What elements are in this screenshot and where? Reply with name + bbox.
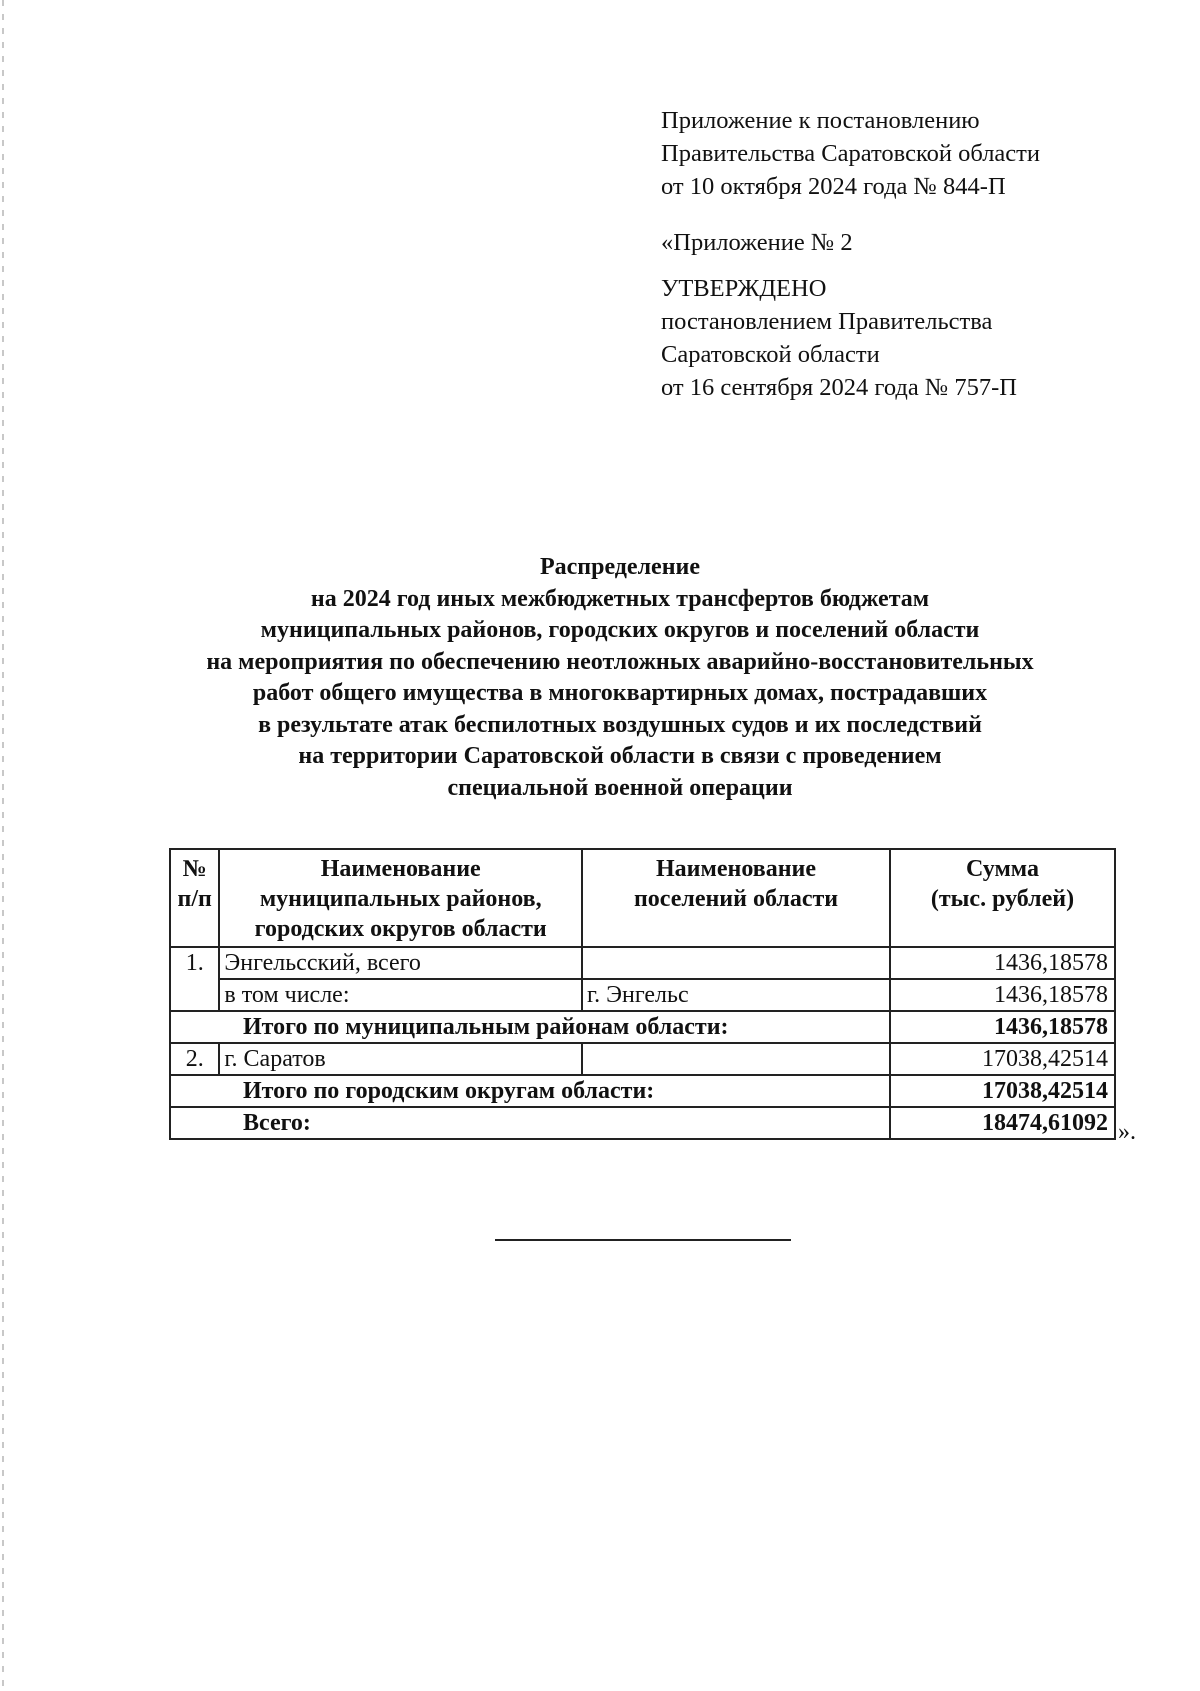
distribution-table [169, 848, 1116, 1140]
title-line: Распределение [539, 554, 701, 580]
table-row [170, 947, 1115, 979]
settlement-name [582, 947, 890, 979]
settlement-name: г. Энгельс [582, 979, 890, 1011]
grand-total-row [170, 1107, 1115, 1139]
district-name: Энгельсский, всего [219, 947, 582, 979]
header-text: п/п [177, 886, 212, 912]
header-line: от 10 октября 2024 года № 844-П [661, 173, 1006, 200]
header-text: муниципальных районов, [259, 886, 542, 912]
sum-value: 17038,42514 [890, 1043, 1115, 1075]
approved-label: УТВЕРЖДЕНО [661, 275, 827, 302]
scan-left-edge [2, 0, 4, 1691]
header-sum [890, 849, 1115, 947]
approved-line: Саратовской области [661, 341, 880, 368]
separator-line [495, 1239, 791, 1241]
header-district [219, 849, 582, 947]
row-number: 1. [170, 947, 219, 1011]
document-title [140, 552, 1100, 804]
total-label: Итого по городским округам области: [170, 1075, 890, 1107]
sum-value: 1436,18578 [890, 979, 1115, 1011]
grand-total-sum: 18474,61092 [890, 1107, 1115, 1139]
header-text: Наименование [656, 856, 817, 882]
total-sum: 17038,42514 [890, 1075, 1115, 1107]
title-line: специальной военной операции [447, 774, 793, 801]
title-line: работ общего имущества в многоквартирных домах, пострадавших [252, 680, 988, 706]
header-text: № [182, 856, 207, 882]
header-text: поселений области [633, 886, 839, 912]
grand-total-label: Всего: [170, 1107, 890, 1139]
district-name: в том числе: [219, 979, 582, 1011]
settlement-name [582, 1043, 890, 1075]
title-line: в результате атак беспилотных воздушных судов и их последствий [258, 711, 982, 738]
district-name: г. Саратов [219, 1043, 582, 1075]
closing-quote: ». [1118, 1119, 1136, 1145]
header-text: Сумма [966, 856, 1039, 882]
table-header-row [170, 849, 1115, 947]
header-text: городских округов области [254, 916, 547, 942]
header-text: Наименование [320, 856, 481, 882]
approved-line: от 16 сентября 2024 года № 757-П [661, 374, 1017, 401]
header-text: (тыс. рублей) [930, 886, 1075, 912]
title-line: муниципальных районов, городских округов и поселений области [260, 617, 980, 643]
approved-line: постановлением Правительства [661, 308, 993, 335]
row-number: 2. [170, 1043, 219, 1075]
total-row [170, 1075, 1115, 1107]
sum-value: 1436,18578 [890, 947, 1115, 979]
header-num [170, 849, 219, 947]
approval-header [661, 104, 1141, 404]
appendix-label: «Приложение № 2 [661, 229, 853, 256]
table-row [170, 979, 1115, 1011]
total-label: Итого по муниципальным районам области: [170, 1011, 890, 1043]
title-line: на территории Саратовской области в связи с проведением [298, 743, 942, 769]
total-row [170, 1011, 1115, 1043]
header-line: Правительства Саратовской области [661, 140, 1040, 167]
table-row [170, 1043, 1115, 1075]
total-sum: 1436,18578 [890, 1011, 1115, 1043]
header-line: Приложение к постановлению [661, 107, 980, 134]
title-line: на 2024 год иных межбюджетных трансфертов бюджетам [310, 585, 930, 612]
header-settlement [582, 849, 890, 947]
title-line: на мероприятия по обеспечению неотложных аварийно-восстановительных [206, 648, 1034, 675]
